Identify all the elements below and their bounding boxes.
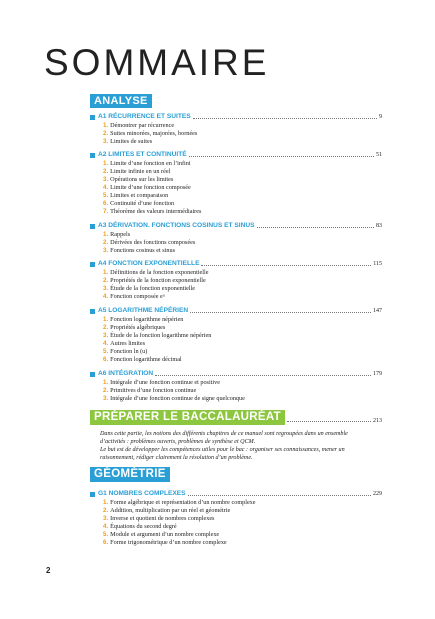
- list-item: 2. Propriétés algébriques: [103, 324, 166, 331]
- chapter-a5[interactable]: A5 LOGARITHME NÉPÉRIEN 147: [90, 307, 382, 315]
- list-item: 5. Limites et comparaison: [103, 192, 169, 199]
- list-item: 5. Fonction ln (u): [103, 348, 148, 355]
- list-item: 3. Opérations sur les limites: [103, 176, 174, 183]
- list-item: 3. Limites de suites: [103, 138, 153, 145]
- section-band-analyse: ANALYSE: [90, 94, 152, 108]
- bullet-square-icon: [90, 153, 95, 158]
- list-item: 4. Équations du second degré: [103, 523, 177, 530]
- bullet-square-icon: [90, 309, 95, 314]
- list-item: 1. Rappels: [103, 231, 131, 238]
- list-item: 1. Limite d’une fonction en l’infini: [103, 160, 191, 167]
- list-item: 4. Fonction composée eᵘ: [103, 293, 165, 300]
- list-item: 2. Propriétés de la fonction exponentielle: [103, 277, 206, 284]
- chapter-g1[interactable]: G1 NOMBRES COMPLEXES 229: [90, 490, 382, 498]
- list-item: 2. Primitives d’une fonction continue: [103, 387, 197, 394]
- bullet-square-icon: [90, 262, 95, 267]
- list-item: 6. Forme trigonométrique d’un nombre complexe: [103, 539, 227, 546]
- section-bac-row[interactable]: [90, 410, 382, 425]
- chapter-a3[interactable]: A3 DÉRIVATION. FONCTIONS COSINUS ET SINUS 83: [90, 222, 382, 230]
- list-item: 6. Fonction logarithme décimal: [103, 356, 182, 363]
- bullet-square-icon: [90, 224, 95, 229]
- list-item: 7. Théorème des valeurs intermédiaires: [103, 208, 202, 215]
- list-item: 1. Définitions de la fonction exponentielle: [103, 269, 209, 276]
- list-item: 1. Démontrer par récurrence: [103, 122, 175, 129]
- list-item: 2. Suites minorées, majorées, bornées: [103, 130, 198, 137]
- list-item: 2. Addition, multiplication par un réel et géométrie: [103, 507, 231, 514]
- page-title: SOMMAIRE: [44, 42, 270, 83]
- list-item: 3. Étude de la fonction logarithme népérien: [103, 332, 212, 339]
- bac-description: Dans cette partie, les notions des différents chapitres de ce manuel sont regroupées dans un ensemble d’activités : problèmes ouverts, problèmes de synthèse et QCM. Le but est de développer les compétences utiles pour le bac : organiser ses connaissances, mener un raisonnement, rédiger clairement la résolution d’un problème.: [100, 431, 348, 461]
- list-item: 1. Forme algébrique et représentation d’un nombre complexe: [103, 499, 256, 506]
- list-item: 3. Fonctions cosinus et sinus: [103, 247, 175, 254]
- chapter-a4[interactable]: A4 FONCTION EXPONENTIELLE 115: [90, 260, 382, 268]
- list-item: 4. Autres limites: [103, 340, 146, 347]
- chapter-a6[interactable]: A6 INTÉGRATION 179: [90, 370, 382, 378]
- section-band-geometrie: GÉOMÉTRIE: [90, 467, 170, 482]
- bullet-square-icon: [90, 492, 95, 497]
- list-item: 2. Dérivées des fonctions composées: [103, 239, 196, 246]
- chapter-a1[interactable]: A1 RÉCURRENCE ET SUITES 9: [90, 113, 382, 121]
- page-number: 2: [46, 566, 51, 575]
- section-band-bac: PRÉPARER LE BACCALAURÉAT: [90, 410, 285, 425]
- list-item: 1. Fonction logarithme népérien: [103, 316, 184, 323]
- bullet-square-icon: [90, 372, 95, 377]
- list-item: 3. Intégrale d’une fonction continue de signe quelconque: [103, 395, 245, 402]
- bullet-square-icon: [90, 115, 95, 120]
- list-item: 2. Limite infinie en un réel: [103, 168, 171, 175]
- list-item: 4. Limite d’une fonction composée: [103, 184, 191, 191]
- chapter-a2[interactable]: A2 LIMITES ET CONTINUITÉ 51: [90, 151, 382, 159]
- list-item: 3. Étude de la fonction exponentielle: [103, 285, 196, 292]
- list-item: 3. Inverse et quotient de nombres complexes: [103, 515, 215, 522]
- list-item: 5. Module et argument d’un nombre complexe: [103, 531, 220, 538]
- list-item: 1. Intégrale d’une fonction continue et positive: [103, 379, 220, 386]
- list-item: 6. Continuité d’une fonction: [103, 200, 175, 207]
- bac-page-number: 213: [373, 418, 382, 424]
